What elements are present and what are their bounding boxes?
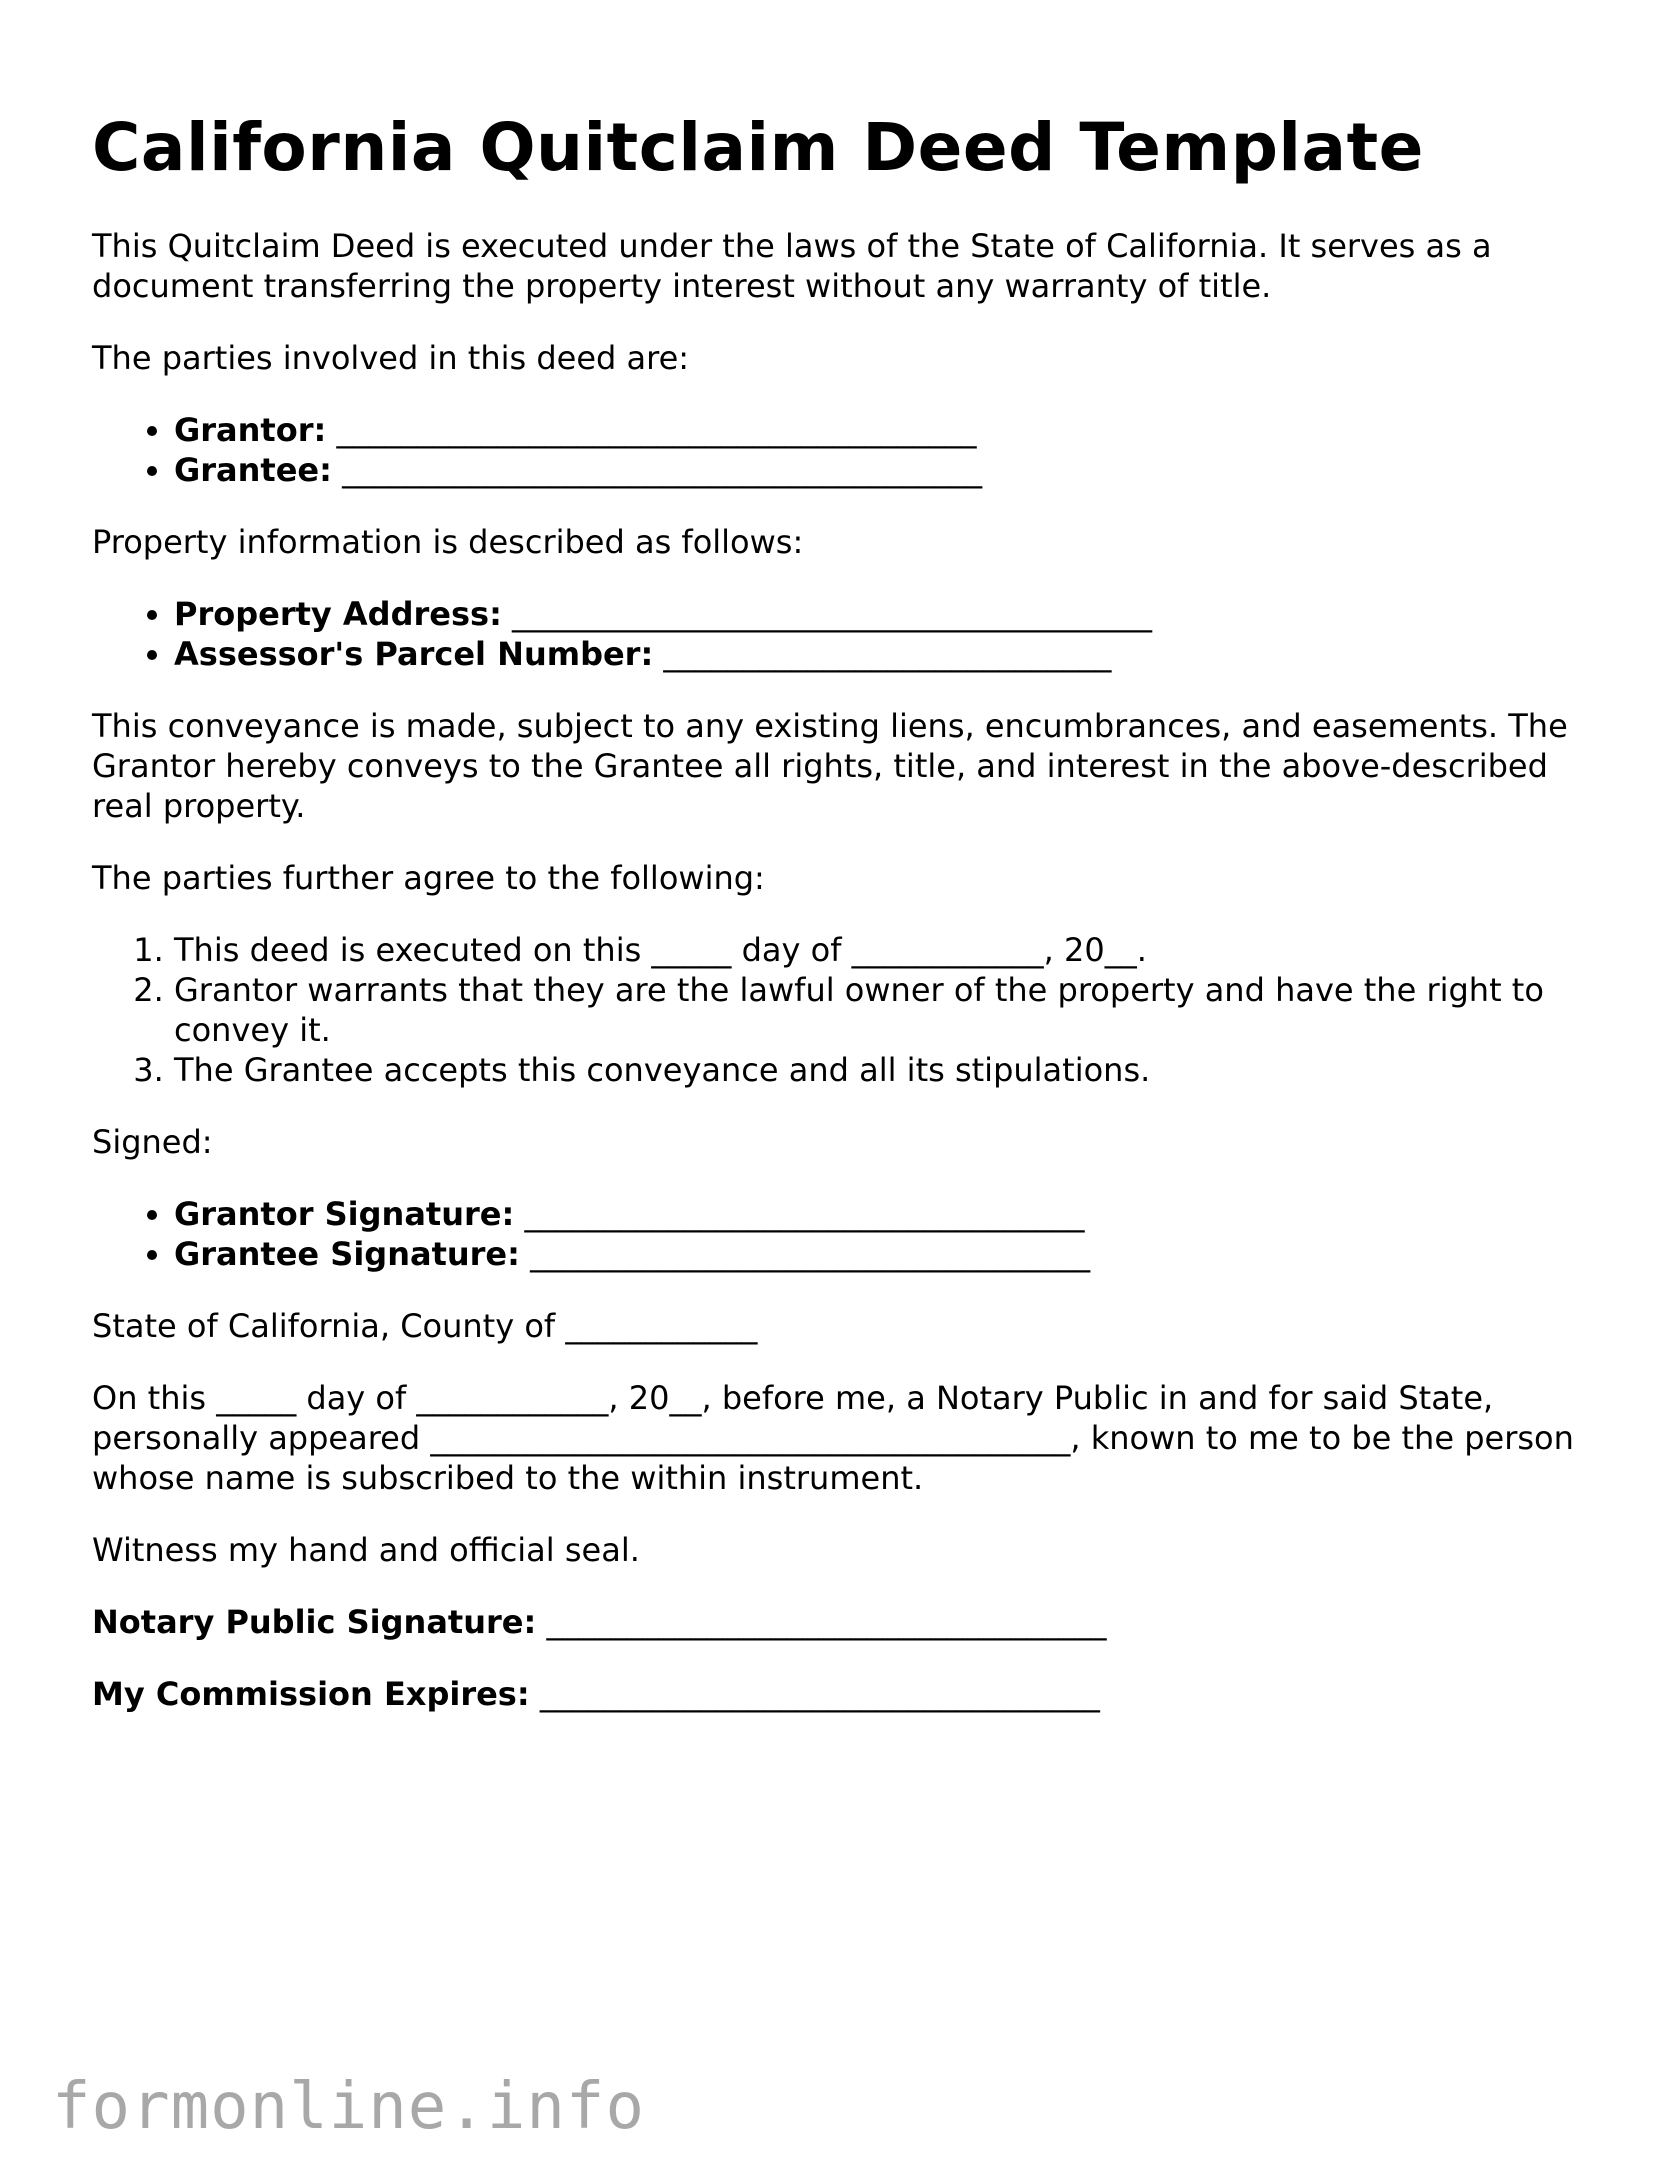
witness-line: Witness my hand and official seal.	[92, 1530, 640, 1569]
list-item	[174, 410, 1602, 450]
grantor-signature-label: Grantor Signature:	[174, 1194, 515, 1233]
list-item	[174, 594, 1602, 634]
commission-expires-blank: ___________________________________	[539, 1674, 1100, 1713]
parcel-number-blank: ____________________________	[663, 634, 1112, 673]
grantor-signature-blank: ___________________________________	[524, 1194, 1085, 1233]
property-address-label: Property Address:	[174, 594, 502, 633]
parties-list	[92, 410, 1602, 490]
grantee-signature-blank: ___________________________________	[530, 1234, 1091, 1273]
grantor-blank: ________________________________________	[336, 410, 977, 449]
commission-expires-line	[92, 1674, 1602, 1714]
watermark: formonline.info	[52, 2070, 645, 2144]
agreements-heading: The parties further agree to the following:	[92, 858, 765, 897]
property-list	[92, 594, 1602, 674]
property-address-blank: ________________________________________	[512, 594, 1153, 633]
document-title: California Quitclaim Deed Template	[92, 109, 1424, 186]
property-heading: Property information is described as follows:	[92, 522, 804, 561]
agreement-item: 2. Grantor warrants that they are the lawful owner of the property and have the right to convey it.	[174, 970, 1602, 1050]
parcel-number-label: Assessor's Parcel Number:	[174, 634, 654, 673]
conveyance-paragraph: This conveyance is made, subject to any existing liens, encumbrances, and easements. The Grantor hereby conveys to the Grantee all rights, title, and interest in the above-described real property.	[92, 706, 1568, 825]
grantee-signature-label: Grantee Signature:	[174, 1234, 520, 1273]
list-item	[174, 1234, 1602, 1274]
signatures-list	[92, 1194, 1602, 1274]
list-item	[174, 450, 1602, 490]
document-page	[92, 110, 1602, 1746]
notary-signature-line	[92, 1602, 1602, 1642]
grantee-label: Grantee:	[174, 450, 332, 489]
agreements-list	[92, 930, 1602, 1090]
signed-heading: Signed:	[92, 1122, 213, 1161]
grantor-label: Grantor:	[174, 410, 327, 449]
notary-signature-blank: ___________________________________	[546, 1602, 1107, 1641]
list-item	[174, 1194, 1602, 1234]
parties-heading: The parties involved in this deed are:	[92, 338, 690, 377]
notary-signature-label: Notary Public Signature:	[92, 1602, 537, 1641]
intro-paragraph: This Quitclaim Deed is executed under the laws of the State of California. It serves as a document transferring the property interest without any warranty of title.	[92, 226, 1492, 305]
commission-expires-label: My Commission Expires:	[92, 1674, 530, 1713]
agreement-item: 1. This deed is executed on this _____ day of ____________, 20__.	[174, 930, 1602, 970]
list-item	[174, 634, 1602, 674]
notary-paragraph: On this _____ day of ____________, 20__, before me, a Notary Public in and for said State, personally appeared ________________________________________, known to me to be the person whose name is subscribed to the within instrument.	[92, 1378, 1574, 1497]
agreement-item: 3. The Grantee accepts this conveyance and all its stipulations.	[174, 1050, 1602, 1090]
grantee-blank: ________________________________________	[342, 450, 983, 489]
county-line: State of California, County of ____________	[92, 1306, 758, 1345]
